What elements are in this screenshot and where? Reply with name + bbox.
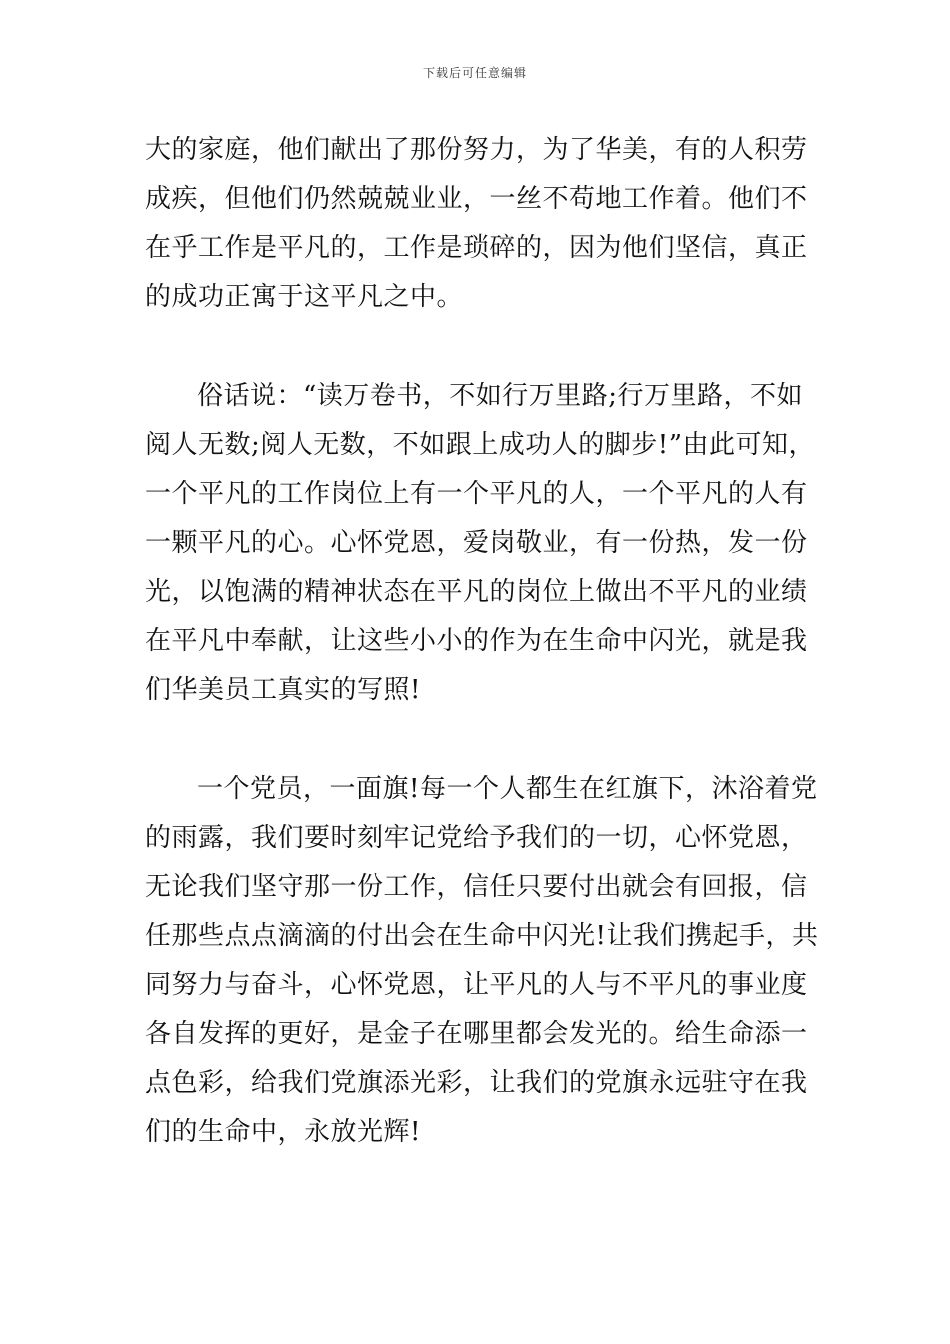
text-line: 在平凡中奉献，让这些小小的作为在生命中闪光，就是我 <box>145 626 808 656</box>
text-line: 大的家庭，他们献出了那份努力，为了华美，有的人积劳 <box>145 135 808 165</box>
text-line: 们华美员工真实的写照! <box>145 675 421 705</box>
text-line: 俗话说：“读万卷书，不如行万里路;行万里路，不如 <box>197 381 804 411</box>
text-line: 同努力与奋斗，心怀党恩，让平凡的人与不平凡的事业度 <box>145 970 808 1000</box>
text-line: 阅人无数;阅人无数，不如跟上成功人的脚步!”由此可知， <box>145 430 816 460</box>
document-body <box>145 126 835 1157</box>
paragraph-gap <box>145 715 835 765</box>
text-line: 光，以饱满的精神状态在平凡的岗位上做出不平凡的业绩 <box>145 577 808 607</box>
text-line: 在乎工作是平凡的，工作是琐碎的，因为他们坚信，真正 <box>145 233 808 263</box>
paragraph-3 <box>145 765 835 1157</box>
text-line: 点色彩，给我们党旗添光彩，让我们的党旗永远驻守在我 <box>145 1068 808 1098</box>
text-line: 任那些点点滴滴的付出会在生命中闪光!让我们携起手，共 <box>145 921 819 951</box>
text-line: 的成功正寓于这平凡之中。 <box>145 282 464 312</box>
text-line: 一颗平凡的心。心怀党恩，爱岗敬业，有一份热，发一份 <box>145 528 808 558</box>
text-line: 无论我们坚守那一份工作，信任只要付出就会有回报，信 <box>145 872 808 902</box>
paragraph-2 <box>145 372 835 715</box>
text-line: 各自发挥的更好，是金子在哪里都会发光的。给生命添一 <box>145 1019 808 1049</box>
text-line: 一个平凡的工作岗位上有一个平凡的人，一个平凡的人有 <box>145 479 808 509</box>
page-header-note: 下载后可任意编辑 <box>422 66 527 80</box>
paragraph-1 <box>145 126 835 322</box>
text-line: 的雨露，我们要时刻牢记党给予我们的一切，心怀党恩， <box>145 823 808 853</box>
text-line: 们的生命中，永放光辉! <box>145 1117 421 1147</box>
text-line: 一个党员，一面旗!每一个人都生在红旗下，沐浴着党 <box>197 774 818 804</box>
text-line: 成疾，但他们仍然兢兢业业，一丝不苟地工作着。他们不 <box>145 184 808 214</box>
paragraph-gap <box>145 322 835 372</box>
